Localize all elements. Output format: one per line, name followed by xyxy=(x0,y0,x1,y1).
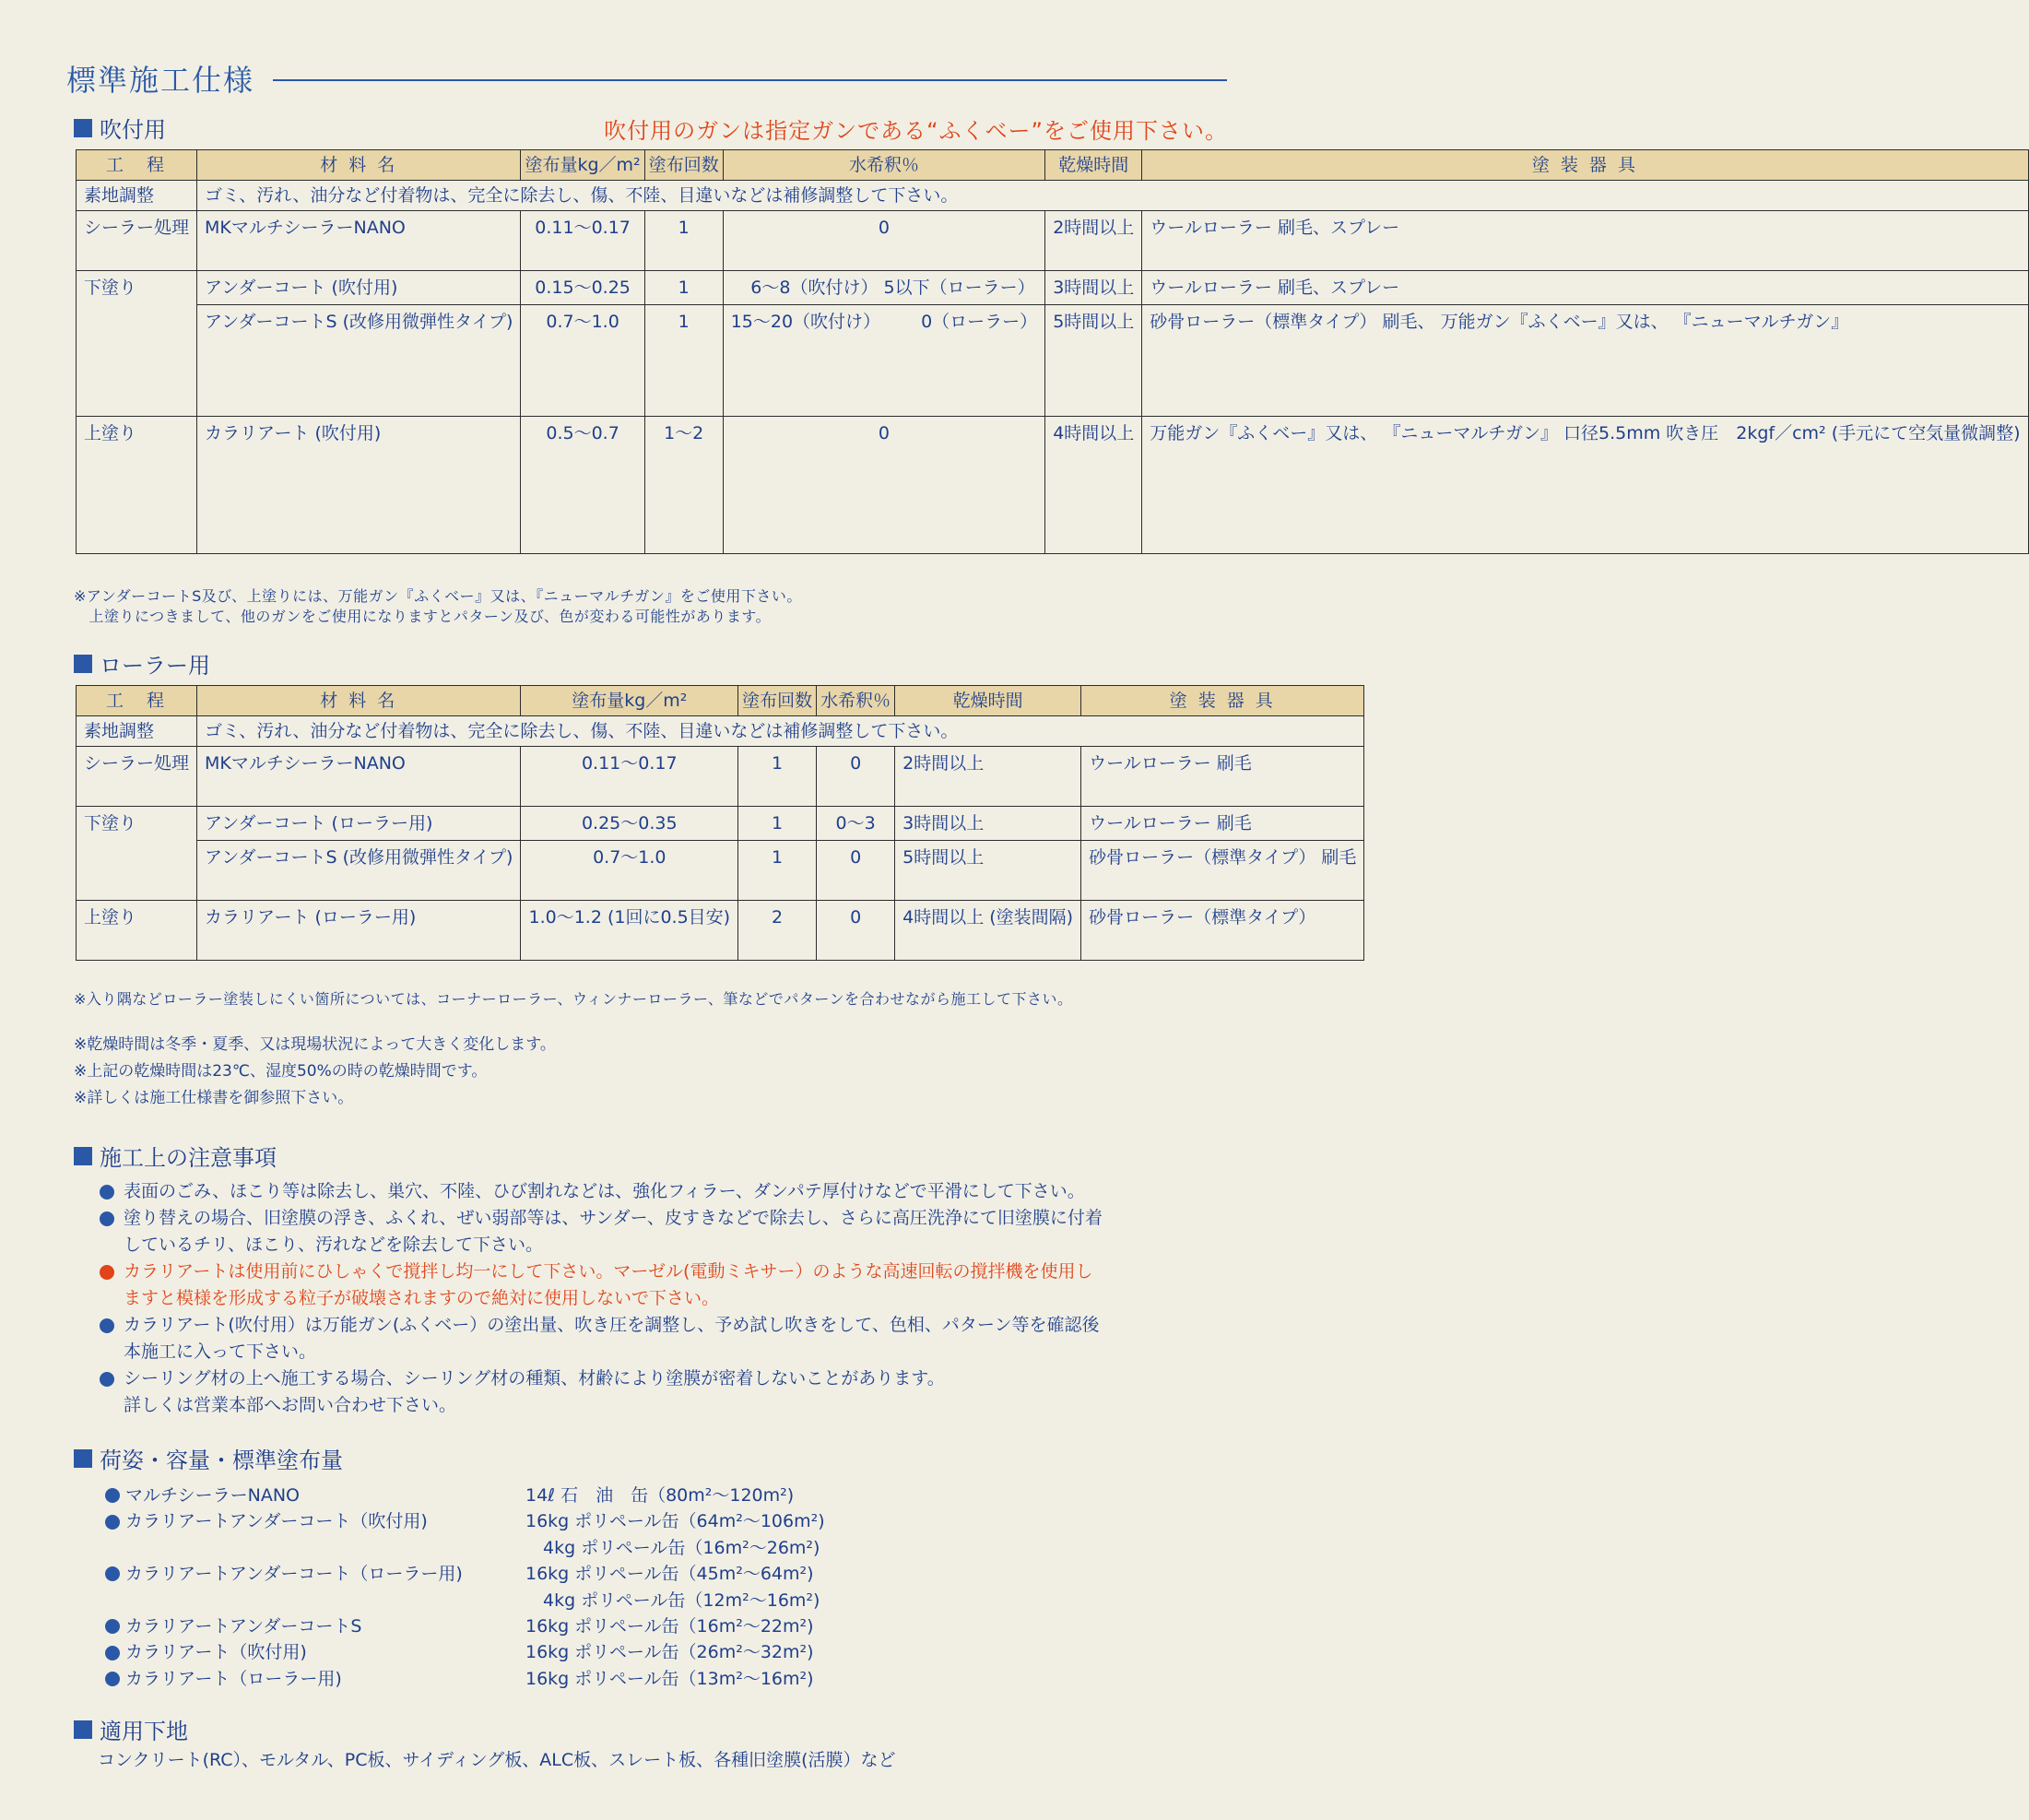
caution-text: カラリアートは使用前にひしゃくで撹拌し均一にして下さい。マーゼル(電動ミキサー）のような高速回転の撹拌機を使用し ますと模様を形成する粒子が破壊されますので絶対に使用しないで下さい。 xyxy=(124,1261,1093,1308)
table-row xyxy=(77,271,2029,305)
column-header: 工 程 xyxy=(77,686,197,716)
water-cell: 0〜3 xyxy=(817,807,895,841)
bullet-dot-icon xyxy=(105,1566,120,1581)
bullet-dot-icon xyxy=(105,1488,120,1503)
amount-cell: 0.15〜0.25 xyxy=(521,271,644,305)
product-name xyxy=(105,1535,525,1561)
roller-spec-table xyxy=(76,685,1364,961)
amount-cell: 0.5〜0.7 xyxy=(521,417,644,554)
step-cell: 上塗り xyxy=(77,417,197,554)
packaging-row xyxy=(105,1483,825,1508)
bullet-dot-icon xyxy=(100,1185,114,1200)
packaging-heading: 荷姿・容量・標準塗布量 xyxy=(74,1442,343,1474)
product-name xyxy=(105,1588,525,1613)
dry-cell: 3時間以上 xyxy=(895,807,1081,841)
amount-cell: 0.11〜0.17 xyxy=(521,211,644,271)
column-header: 水希釈％ xyxy=(817,686,895,716)
step-cell: 上塗り xyxy=(77,901,197,961)
bullet-dot-icon xyxy=(100,1265,114,1280)
water-cell: 0 xyxy=(723,417,1044,554)
spray-heading: 吹付用 xyxy=(74,112,166,144)
package-spec: 16kg ポリペール缶（16m²〜22m²) xyxy=(525,1616,814,1637)
substrate-text: コンクリート(RC）、モルタル、PC板、サイディング板、ALC板、スレート板、各種旧塗膜(活膜）など xyxy=(98,1750,896,1770)
square-bullet-icon xyxy=(74,119,92,137)
caution-item xyxy=(100,1365,1243,1419)
product-name-text: カラリアートアンダーコート（ローラー用) xyxy=(125,1564,463,1585)
material-cell: カラリアート (ローラー用) xyxy=(197,901,521,961)
table-row xyxy=(77,807,1364,841)
substrate-heading: 適用下地 xyxy=(74,1713,188,1745)
dry-cell: 2時間以上 xyxy=(1045,211,1142,271)
dry-cell: 5時間以上 xyxy=(895,841,1081,901)
coats-cell: 2 xyxy=(738,901,817,961)
amount-cell: 0.7〜1.0 xyxy=(521,305,644,417)
tools-cell: ウールローラー 刷毛 xyxy=(1081,747,1364,807)
bullet-dot-icon xyxy=(100,1211,114,1226)
material-cell: カラリアート (吹付用) xyxy=(197,417,521,554)
material-cell: アンダーコート (吹付用) xyxy=(197,271,521,305)
tools-cell: 砂骨ローラー（標準タイプ） 刷毛 xyxy=(1081,841,1364,901)
amount-cell: 0.25〜0.35 xyxy=(521,807,738,841)
packaging-row xyxy=(105,1561,825,1587)
column-header: 乾燥時間 xyxy=(1045,150,1142,181)
packaging-row xyxy=(105,1666,825,1692)
product-name-text: マルチシーラーNANO xyxy=(125,1485,300,1506)
tools-cell: ウールローラー 刷毛、スプレー xyxy=(1142,271,2028,305)
column-header: 水希釈％ xyxy=(723,150,1044,181)
amount-cell: 1.0〜1.2 (1回に0.5目安) xyxy=(521,901,738,961)
coats-cell: 1〜2 xyxy=(644,417,723,554)
amount-cell: 0.7〜1.0 xyxy=(521,841,738,901)
amount-cell: 0.11〜0.17 xyxy=(521,747,738,807)
column-header: 塗 装 器 具 xyxy=(1081,686,1364,716)
page-title: 標準施工仕様 xyxy=(66,63,255,98)
water-cell: 0 xyxy=(817,841,895,901)
bullet-dot-icon xyxy=(105,1619,120,1634)
column-header: 塗 装 器 具 xyxy=(1142,150,2028,181)
table-row xyxy=(77,901,1364,961)
package-spec: 16kg ポリペール缶（45m²〜64m²) xyxy=(525,1564,814,1585)
step-cell: 下塗り xyxy=(77,807,197,901)
dry-cell: 2時間以上 xyxy=(895,747,1081,807)
tools-cell: 砂骨ローラー（標準タイプ） xyxy=(1081,901,1364,961)
step-cell: 素地調整 xyxy=(77,181,197,211)
package-spec: 16kg ポリペール缶（13m²〜16m²) xyxy=(525,1668,814,1689)
bullet-dot-icon xyxy=(105,1672,120,1686)
product-name xyxy=(105,1639,525,1665)
material-cell: MKマルチシーラーNANO xyxy=(197,747,521,807)
coats-cell: 1 xyxy=(644,271,723,305)
table-row xyxy=(77,417,2029,554)
table-row xyxy=(77,211,2029,271)
prep-text: ゴミ、汚れ、油分など付着物は、完全に除去し、傷、不陸、目違いなどは補修調整して下さい。 xyxy=(197,716,1364,747)
package-spec: 4kg ポリペール缶（16m²〜26m²) xyxy=(525,1537,820,1558)
caution-item xyxy=(100,1312,1243,1365)
coats-cell: 1 xyxy=(738,841,817,901)
caution-item xyxy=(100,1205,1243,1259)
column-header: 塗布量kg／m² xyxy=(521,686,738,716)
spray-gun-notice: 吹付用のガンは指定ガンである“ふくベー”をご使用下さい。 xyxy=(604,118,1228,144)
water-cell: 15〜20（吹付け） 0（ローラー） xyxy=(723,305,1044,417)
coats-cell: 1 xyxy=(738,747,817,807)
dry-cell: 4時間以上 xyxy=(1045,417,1142,554)
tools-cell: 砂骨ローラー（標準タイプ） 刷毛、 万能ガン『ふくベー』又は、 『ニューマルチガン』 xyxy=(1142,305,2028,417)
header-row xyxy=(77,150,2029,181)
prep-row xyxy=(77,716,1364,747)
square-bullet-icon xyxy=(74,1147,92,1165)
packaging-row xyxy=(105,1639,825,1665)
column-header: 塗布回数 xyxy=(644,150,723,181)
package-spec: 16kg ポリペール缶（26m²〜32m²) xyxy=(525,1642,814,1663)
product-name xyxy=(105,1561,525,1587)
packaging-row xyxy=(105,1588,825,1613)
caution-text: 塗り替えの場合、旧塗膜の浮き、ふくれ、ぜい弱部等は、サンダー、皮すきなどで除去し、さらに高圧洗浄にて旧塗膜に付着 しているチリ、ほこり、汚れなどを除去して下さい。 xyxy=(124,1208,1103,1255)
tools-cell: ウールローラー 刷毛 xyxy=(1081,807,1364,841)
column-header: 塗布量kg／m² xyxy=(521,150,644,181)
step-cell: シーラー処理 xyxy=(77,211,197,271)
caution-item xyxy=(100,1178,1243,1205)
step-cell: 下塗り xyxy=(77,271,197,417)
product-name xyxy=(105,1508,525,1534)
tools-cell: ウールローラー 刷毛、スプレー xyxy=(1142,211,2028,271)
cautions-list xyxy=(100,1178,1243,1419)
material-cell: MKマルチシーラーNANO xyxy=(197,211,521,271)
product-name-text: カラリアートアンダーコートS xyxy=(125,1616,362,1637)
package-spec: 4kg ポリペール缶（12m²〜16m²) xyxy=(525,1590,820,1611)
roller-note: ※入り隅などローラー塗装しにくい箇所については、コーナーローラー、ウィンナーローラー、筆などでパターンを合わせながら施工して下さい。 xyxy=(74,990,1073,1008)
spray-note: ※アンダーコートS及び、上塗りには、万能ガン『ふくベー』又は、『ニューマルチガン』をご使用下さい。 上塗りにつきまして、他のガンをご使用になりますとパターン及び、色が変わる可能性があります。 xyxy=(74,587,802,625)
packaging-row xyxy=(105,1508,825,1534)
water-cell: 0 xyxy=(817,747,895,807)
square-bullet-icon xyxy=(74,1449,92,1468)
dry-cell: 4時間以上 (塗装間隔) xyxy=(895,901,1081,961)
table-row xyxy=(77,747,1364,807)
material-cell: アンダーコートS (改修用微弾性タイプ) xyxy=(197,305,521,417)
caution-item xyxy=(100,1259,1243,1312)
table-row xyxy=(77,305,2029,417)
water-cell: 0 xyxy=(723,211,1044,271)
step-cell: シーラー処理 xyxy=(77,747,197,807)
packaging-row xyxy=(105,1613,825,1639)
prep-row xyxy=(77,181,2029,211)
square-bullet-icon xyxy=(74,1720,92,1739)
bullet-dot-icon xyxy=(105,1646,120,1660)
caution-text: シーリング材の上へ施工する場合、シーリング材の種類、材齢により塗膜が密着しないことがあります。 詳しくは営業本部へお問い合わせ下さい。 xyxy=(124,1368,945,1415)
product-name-text: カラリアート（ローラー用) xyxy=(125,1668,342,1689)
roller-heading: ローラー用 xyxy=(74,647,210,680)
column-header: 乾燥時間 xyxy=(895,686,1081,716)
drying-notes: ※乾燥時間は冬季・夏季、又は現場状況によって大きく変化します。 ※上記の乾燥時間は23℃、湿度50%の時の乾燥時間です。 ※詳しくは施工仕様書を御参照下さい。 xyxy=(74,1035,556,1107)
bullet-dot-icon xyxy=(100,1372,114,1387)
coats-cell: 1 xyxy=(738,807,817,841)
caution-text: 表面のごみ、ほこり等は除去し、巣穴、不陸、ひび割れなどは、強化フィラー、ダンパテ厚付けなどで平滑にして下さい。 xyxy=(124,1181,1085,1201)
cautions-heading: 施工上の注意事項 xyxy=(74,1140,277,1172)
step-cell: 素地調整 xyxy=(77,716,197,747)
product-name-text: カラリアート（吹付用) xyxy=(125,1642,307,1663)
water-cell: 6〜8（吹付け） 5以下（ローラー） xyxy=(723,271,1044,305)
square-bullet-icon xyxy=(74,655,92,673)
dry-cell: 3時間以上 xyxy=(1045,271,1142,305)
spray-spec-table xyxy=(76,149,2029,554)
packaging-row xyxy=(105,1535,825,1561)
column-header: 材 料 名 xyxy=(197,150,521,181)
material-cell: アンダーコート (ローラー用) xyxy=(197,807,521,841)
product-name xyxy=(105,1666,525,1692)
product-name-text: カラリアートアンダーコート（吹付用) xyxy=(125,1511,428,1532)
product-name xyxy=(105,1613,525,1639)
caution-text: カラリアート(吹付用）は万能ガン(ふくベー）の塗出量、吹き圧を調整し、予め試し吹きをして、色相、パターン等を確認後 本施工に入って下さい。 xyxy=(124,1315,1100,1362)
material-cell: アンダーコートS (改修用微弾性タイプ) xyxy=(197,841,521,901)
prep-text: ゴミ、汚れ、油分など付着物は、完全に除去し、傷、不陸、目違いなどは補修調整して下さい。 xyxy=(197,181,2029,211)
package-spec: 16kg ポリペール缶（64m²〜106m²) xyxy=(525,1511,825,1532)
column-header: 工 程 xyxy=(77,150,197,181)
coats-cell: 1 xyxy=(644,305,723,417)
column-header: 材 料 名 xyxy=(197,686,521,716)
dry-cell: 5時間以上 xyxy=(1045,305,1142,417)
water-cell: 0 xyxy=(817,901,895,961)
title-rule xyxy=(273,79,1227,81)
bullet-dot-icon xyxy=(100,1318,114,1333)
coats-cell: 1 xyxy=(644,211,723,271)
header-row xyxy=(77,686,1364,716)
bullet-dot-icon xyxy=(105,1515,120,1530)
packaging-list xyxy=(105,1483,825,1692)
column-header: 塗布回数 xyxy=(738,686,817,716)
product-name xyxy=(105,1483,525,1508)
package-spec: 14ℓ 石 油 缶（80m²〜120m²) xyxy=(525,1485,795,1506)
table-row xyxy=(77,841,1364,901)
tools-cell: 万能ガン『ふくベー』又は、 『ニューマルチガン』 口径5.5mm 吹き圧 2kgf／cm² (手元にて空気量微調整) xyxy=(1142,417,2028,554)
